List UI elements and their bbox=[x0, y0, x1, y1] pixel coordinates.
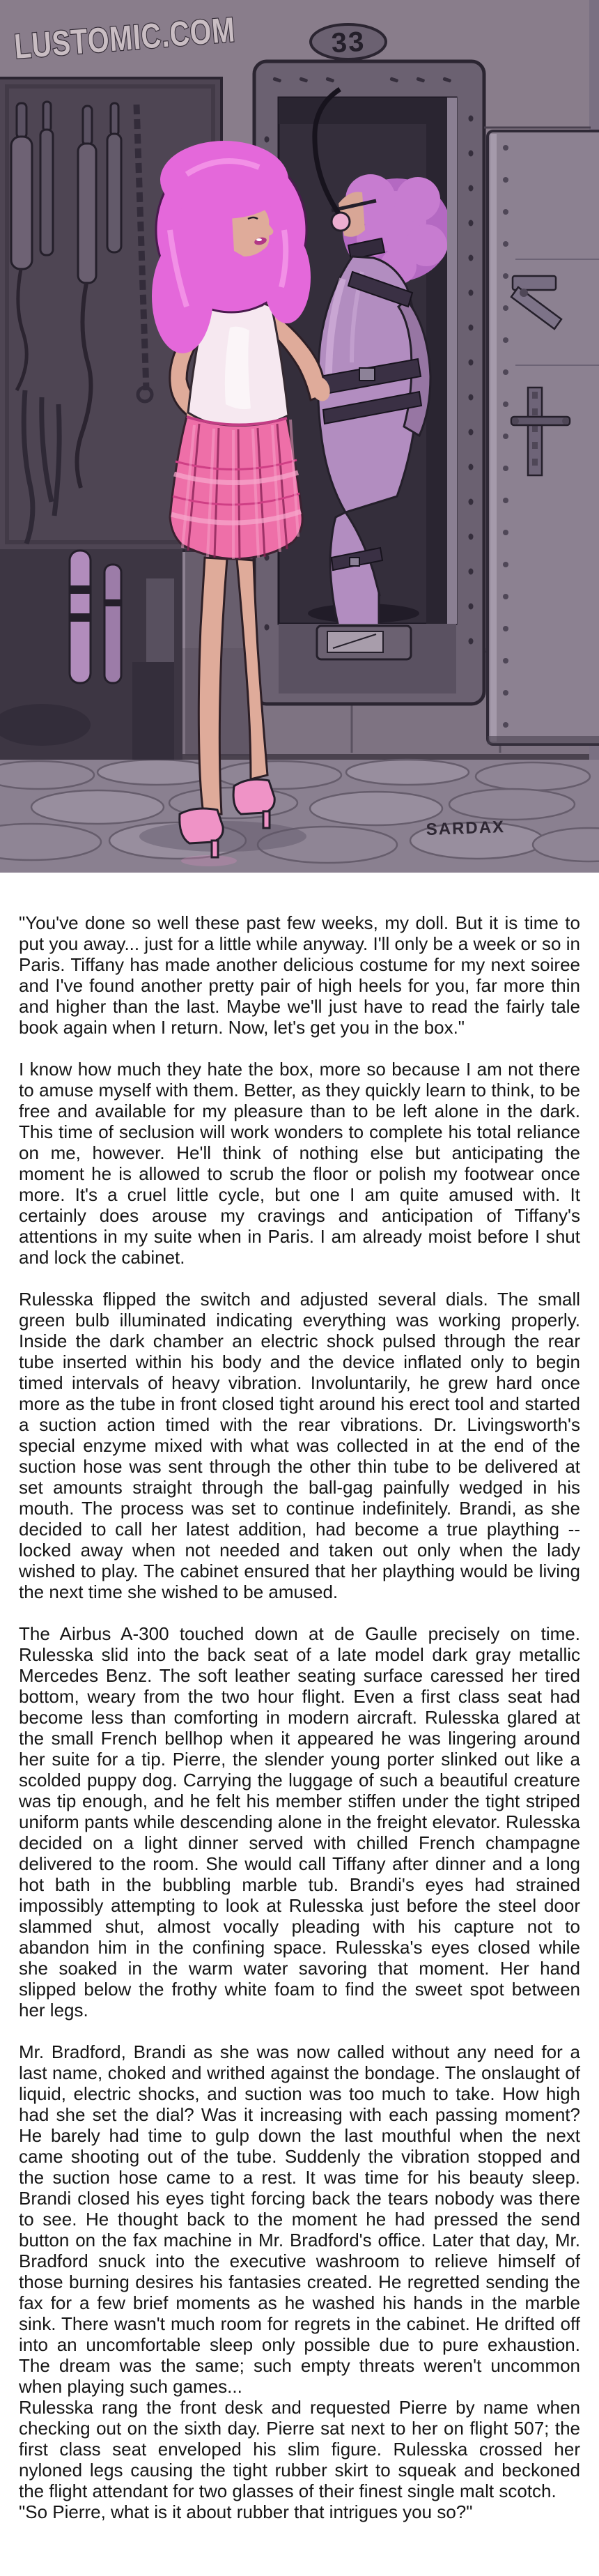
story-paragraph: The Airbus A-300 touched down at de Gaulle precisely on time. Rulesska slid into the back seat of a late model dark gray metallic Mercedes Benz. The soft leather seating surface caressed her tired bottom, weary from the two hour flight. Even a first class seat had become less than comforting in modern aircraft. Rulesska glared at the small French bellhop when it appeared he was lingering around her suite for a tip. Pierre, the slender young porter slinked out like a scolded puppy dog. Carrying the luggage of such a beautiful creature was tip enough, and he felt his member stiffen under the tight striped uniform pants while descending alone in the freight elevator. Rulesska decided on a light dinner served with chilled French champagne delivered to the room. She would call Tiffany after dinner and a long hot bath in the bubbling marble tub. Brandi's eyes had strained impossibly attempting to look at Rulesska just before the steel door slammed shut, almost vocally pleading with his capture not to abandon him in the confining space. Rulesska's eyes closed while she soaked in the warm water savoring that moment. Her hand slipped below the frothy white foam to find the sweet spot between her legs. bbox=[19, 1623, 580, 2021]
woman-hair-fringe bbox=[160, 141, 288, 219]
story-text bbox=[0, 873, 599, 2522]
story-paragraph: "So Pierre, what is it about rubber that intrigues you so?" bbox=[19, 2501, 473, 2522]
header-illustration bbox=[0, 0, 599, 873]
cabinet-base-gauge bbox=[317, 626, 411, 659]
shadowed-equipment bbox=[0, 549, 182, 760]
plaid-skirt bbox=[170, 417, 302, 559]
cabinet bbox=[254, 24, 484, 704]
site-logo: LUSTOMIC.COM bbox=[13, 5, 296, 66]
cabinet-door bbox=[488, 131, 599, 744]
doorway-edge bbox=[447, 98, 457, 624]
hanging-rod bbox=[40, 102, 53, 255]
cobblestone-floor bbox=[0, 760, 599, 873]
smile-teeth bbox=[256, 238, 262, 241]
heel-reflection bbox=[181, 855, 237, 866]
door-edge-highlight bbox=[490, 134, 497, 742]
belt-buckle bbox=[359, 368, 375, 381]
gag bbox=[332, 213, 350, 231]
strap-buckle bbox=[350, 558, 359, 566]
story-paragraph: I know how much they hate the box, more so because I am not there to amuse myself with them. Better, as they quickly learn to think, to be free and available for my pleasure than to be left alone in the dark. This time of seclusion will work wonders to complete his total reliance on me, however. He'll think of nothing else but anticipating the moment he is allowed to scrub the floor or polish my footwear once more. It's a cruel little cycle, but one I am quite amused with. It certainly does arouse my cravings and anticipation of Tiffany's attentions in my suite when in Paris. I am already moist before I shut and lock the cabinet. bbox=[19, 1059, 580, 1268]
story-paragraph: Mr. Bradford, Brandi as she was now called without any need for a last name, choked and writhed against the bondage. The onslaught of liquid, electric shocks, and suction was too much to take. How high had she set the dial? Was it increasing with each passing moment? He barely had time to gulp down the last mouthful when the next came shooting out of the tube. Suddenly the vibration stopped and the suction hose came to a rest. It was time for his beauty sleep. Brandi closed his eyes tight forcing back the tears nobody was there to see. He thought back to the moment he had pressed the send button on the fax machine in Mr. Bradford's office. Later that day, Mr. Bradford snuck into the executive washroom to relieve himself of those burning desires his fantasies created. He regretted sending the fax for a few brief moments as he washed his hands in the marble sink. There wasn't much room for regrets in the cabinet. He drifted off into an uncomfortable sleep only possible due to pure exhaustion. The dream was the same; such empty threats weren't uncommon when playing such games... bbox=[19, 2041, 580, 2397]
cabinet-number-plaque bbox=[311, 24, 386, 59]
story-paragraph: Rulesska flipped the switch and adjusted several dials. The small green bulb illuminated indicating everything was working properly. Inside the dark chamber an electric shock pulsed through the rear tube inserted within his body and the device inflated only to begin timed intervals of heavy vibration. Involuntarily, he grew hard once more as the tube in front closed tight around his erect tool and started a suction action timed with the rear vibrations. Dr. Livingsworth's special enzyme mixed with what was collected in at the end of the suction hose was sent through the other thin tube to be delivered at set amounts straight through the ball-gag painfully wedged in his mouth. The process was set to continue indefinitely. Brandi, as she decided to call her latest addition, had become a true plaything -- locked away when not needed and taken out only when the lady wished to play. The cabinet ensured that her plaything would be living the next time she wished to be amused. bbox=[19, 1289, 580, 1602]
story-paragraph: "You've done so well these past few weeks, my doll. But it is time to put you away... just for a little while anyway. I'll only be a week or so in Paris. Tiffany has made another delicious costume for my next soiree and I've found another pretty pair of high heels for you, far more thin and higher than the last. Maybe we'll just have to read the fairly tale book again when I return. Now, let's get you in the box." bbox=[19, 912, 580, 1038]
artist-signature: SARDAX bbox=[426, 818, 506, 839]
story-paragraph: Rulesska rang the front desk and requested Pierre by name when checking out on the sixth day. Pierre sat next to her on flight 507; the first class seat enveloped his slim figure. Rulesska crossed her nyloned legs causing the tight rubber skirt to squeak and beckoned the flight attendant for two glasses of their finest single malt scotch. bbox=[19, 2397, 580, 2501]
cabinet-number: 33 bbox=[330, 26, 366, 59]
